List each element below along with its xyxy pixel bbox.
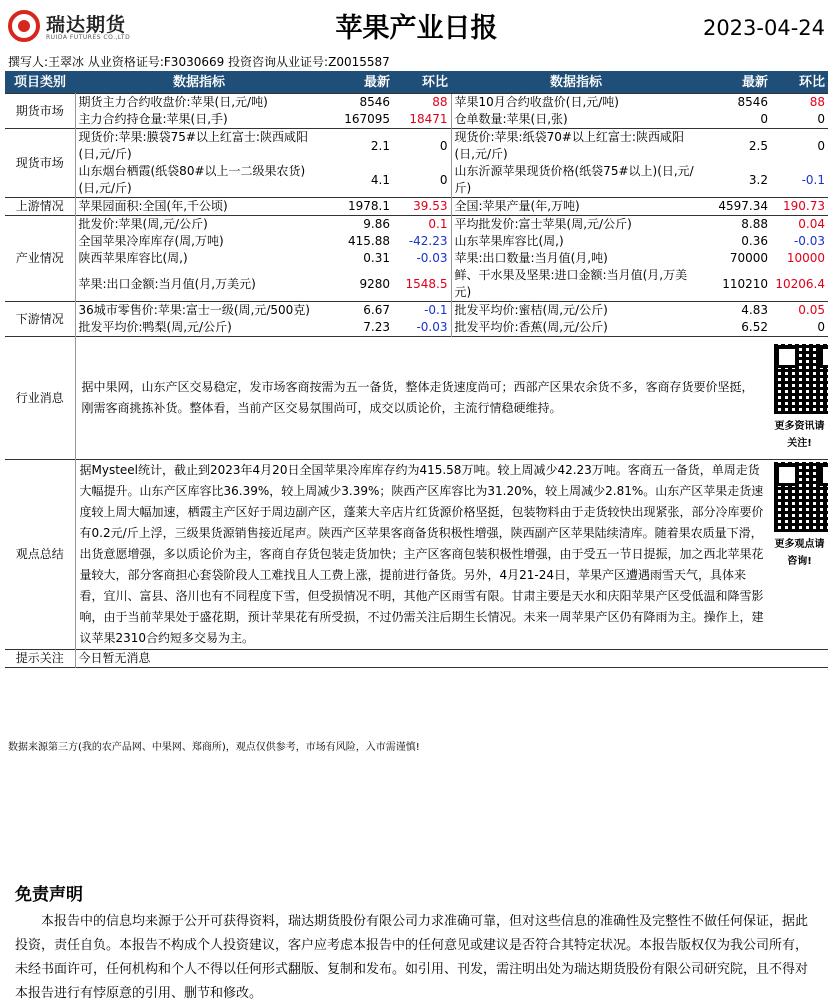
value-cell: 2.1	[323, 129, 393, 164]
qr-caption: 更多观点请咨询!	[774, 539, 825, 567]
category-cell: 观点总结	[5, 460, 75, 650]
change-cell: 10000	[786, 251, 825, 265]
change-cell: 0.1	[393, 216, 451, 234]
qr-block	[771, 337, 828, 460]
alert-row	[5, 650, 828, 668]
value-cell: 4597.34	[701, 198, 771, 216]
indicator-cell: 陕西苹果库容比(周,)	[78, 251, 188, 265]
table-row	[5, 163, 828, 198]
disclaimer-title: 免责声明	[15, 885, 83, 905]
category-cell: 提示关注	[5, 650, 75, 668]
category-cell: 上游情况	[5, 198, 75, 216]
value-cell: 3.2	[748, 172, 768, 187]
indicator-cell: 批发平均价:香蕉(周,元/公斤)	[451, 319, 701, 337]
indicator-cell: 期货主力合约收盘价:苹果(日,元/吨)	[75, 94, 323, 112]
indicator-cell: 36城市零售价:苹果:富士一级(周,元/500克)	[75, 302, 323, 320]
report-date: 2023-04-24	[702, 16, 825, 40]
header-latest-2: 最新	[701, 71, 771, 94]
change-cell: 0.05	[771, 302, 828, 320]
change-cell: 88	[393, 94, 451, 112]
value-cell: 8546	[701, 94, 771, 112]
value-cell: 8546	[323, 94, 393, 112]
value-cell: 110210	[722, 276, 768, 291]
change-cell: -0.03	[793, 234, 825, 248]
header-change-2: 环比	[771, 71, 828, 94]
header-indicator-2: 数据指标	[451, 71, 701, 94]
value-cell: 4.1	[370, 172, 390, 187]
value-cell: 0	[760, 112, 768, 126]
indicator-cell: 山东苹果库容比(周,)	[451, 233, 701, 250]
indicator-cell: 苹果园面积:全国(年,千公顷)	[75, 198, 323, 216]
header-latest: 最新	[323, 71, 393, 94]
table-row	[5, 302, 828, 320]
value-cell: 8.88	[701, 216, 771, 234]
change-cell: -42.23	[408, 234, 448, 248]
value-cell: 415.88	[348, 234, 390, 248]
table-row	[5, 198, 828, 216]
change-cell: -0.1	[801, 172, 825, 187]
logo-english: RUIDA FUTURES CO.,LTD	[46, 34, 131, 41]
view-summary-row	[5, 460, 828, 650]
change-cell: 0	[439, 172, 448, 187]
value-cell: 0.31	[363, 251, 390, 265]
category-cell: 产业情况	[5, 216, 75, 302]
source-note: 数据来源第三方(我的农产品网、中果网、郑商所)，观点仅供参考，市场有风险，入市需谨慎!	[8, 742, 420, 753]
table-row	[5, 94, 828, 112]
indicator-cell: 苹果:出口数量:当月值(月,吨)	[451, 250, 701, 267]
category-cell: 行业消息	[5, 337, 75, 460]
change-cell: 0	[771, 129, 828, 164]
value-cell: 1978.1	[323, 198, 393, 216]
header-change: 环比	[393, 71, 451, 94]
indicator-cell: 主力合约持仓量:苹果(日,手)	[78, 112, 228, 126]
report-title: 苹果产业日报	[335, 13, 498, 44]
table-header-row	[5, 71, 828, 94]
table-row	[5, 267, 828, 302]
value-cell: 9.86	[323, 216, 393, 234]
change-cell: -0.03	[416, 251, 448, 265]
alert-text: 今日暂无消息	[75, 650, 828, 668]
table-body	[5, 94, 828, 668]
value-cell: 167095	[344, 112, 390, 126]
table-row	[5, 233, 828, 250]
indicator-cell: 全国苹果冷库库存(周,万吨)	[78, 234, 224, 248]
table-row	[5, 129, 828, 164]
indicator-cell: 山东沂源苹果现货价格(纸袋75#以上)(日,元/斤)	[451, 163, 701, 198]
indicator-cell: 现货价:苹果:纸袋70#以上红富士:陕西咸阳(日,元/斤)	[451, 129, 701, 164]
change-cell: 88	[771, 94, 828, 112]
qr-caption: 更多资讯请关注!	[774, 421, 825, 449]
indicator-cell: 山东烟台栖霞(纸袋80#以上一二级果农货)(日,元/斤)	[78, 164, 306, 195]
disclaimer-text: 本报告中的信息均来源于公开可获得资料，瑞达期货股份有限公司力求准确可靠，但对这些信息的准确性及完整性不做任何保证，据此投资，责任自负。本报告不构成个人投资建议，客户应考虑本报告中的任何意见或建议是否符合其特定状况。本报告版权仅为我公司所有，未经书面许可，任何机构和个人不得以任何形式翻版、复制和发布。如引用、刊发，需注明出处为瑞达期货股份有限公司研究院，且不得对本报告进行有悖原意的引用、删节和修改。	[15, 914, 809, 1001]
change-cell: 1548.5	[405, 276, 448, 291]
data-table	[5, 71, 828, 668]
qr-code-icon	[774, 344, 828, 414]
change-cell: 0	[817, 320, 825, 334]
indicator-cell: 批发价:苹果(周,元/公斤)	[75, 216, 323, 234]
value-cell: 6.67	[323, 302, 393, 320]
change-cell: -0.03	[416, 320, 448, 334]
industry-news-row	[5, 337, 828, 460]
value-cell: 9280	[359, 276, 390, 291]
indicator-cell: 全国:苹果产量(年,万吨)	[451, 198, 701, 216]
value-cell: 7.23	[363, 320, 390, 334]
qr-code-icon	[774, 462, 828, 532]
indicator-cell: 仓单数量:苹果(日,张)	[451, 111, 701, 129]
value-cell: 6.52	[741, 320, 768, 334]
change-cell: -0.1	[393, 302, 451, 320]
change-cell: 10206.4	[775, 276, 825, 291]
change-cell: 18471	[409, 112, 448, 126]
value-cell: 0.36	[741, 234, 768, 248]
indicator-cell: 鲜、干水果及坚果:进口金额:当月值(月,万美元)	[451, 267, 701, 302]
value-cell: 70000	[729, 251, 768, 265]
header-indicator: 数据指标	[75, 71, 323, 94]
change-cell: 0.04	[771, 216, 828, 234]
qr-block	[771, 460, 828, 650]
industry-news-text: 据中果网，山东产区交易稳定，发市场客商按需为五一备货，整体走货速度尚可；西部产区果农余货不多，客商存货要价坚挺，刚需客商挑拣补货。整体看，当前产区交易氛围尚可，成交以质论价，主流行情稳硬维持。	[75, 337, 771, 460]
author-line: 撰写人:王翠冰 从业资格证号:F3030669 投资咨询从业证号:Z0015587	[8, 55, 390, 69]
change-cell: 0	[817, 112, 825, 126]
category-cell: 现货市场	[5, 129, 75, 198]
indicator-cell: 苹果:出口金额:当月值(月,万美元)	[78, 276, 256, 291]
indicator-cell: 苹果10月合约收盘价(日,元/吨)	[451, 94, 701, 112]
table-row	[5, 216, 828, 234]
indicator-cell: 现货价:苹果:膜袋75#以上红富士:陕西咸阳(日,元/斤)	[75, 129, 323, 164]
change-cell: 0	[393, 129, 451, 164]
change-cell: 190.73	[771, 198, 828, 216]
report-header	[0, 0, 833, 52]
table-row	[5, 319, 828, 337]
value-cell: 4.83	[701, 302, 771, 320]
table-row	[5, 111, 828, 129]
category-cell: 下游情况	[5, 302, 75, 337]
indicator-cell: 批发平均价:鸭梨(周,元/公斤)	[78, 320, 232, 334]
header-category: 项目类别	[5, 71, 75, 94]
view-summary-text: 据Mysteel统计，截止到2023年4月20日全国苹果冷库库存约为415.58万吨。较上周减少42.23万吨。客商五一备货，单周走货大幅提升。山东产区库容比36.39%，较上周减少3.39%；陕西产区库容比为31.20%，较上周减少2.81%。山东产区苹果走货速度较上周大幅加速，栖霞主产区好于周边副产区，蓬莱大辛店片红货源价格坚挺，包装物料由于走货较快出现紧张，部分冷库要价有0.2元/斤上浮，三级果货源销售接近尾声。陕西产区苹果客商备货积极性增强，陕西副产区苹果陆续清库。随着果农质量下滑，出货意愿增强，多以质论价为主，客商自存货包装走货加快；主产区客商包装积极性增强，由于受五一节日提振，加之西北苹果花量较大，部分客商担心套袋阶段人工难找且人工费上涨，提前进行备货。另外，4月21-24日，苹果产区遭遇雨雪天气，具体来看，宜川、富县、洛川也有不同程度下雪，但受损情况不明，其他产区雨雪有限。甘肃主要是天水和庆阳苹果产区受低温和降雪影响，由于当前苹果处于盛花期，预计苹果花有所受损，不过仍需关注后期生长情况。未来一周苹果产区仍有降雨为主。操作上，建议苹果2310合约短多交易为主。	[75, 460, 771, 650]
change-cell: 39.53	[393, 198, 451, 216]
logo-name: 瑞达期货	[46, 14, 127, 36]
category-cell: 期货市场	[5, 94, 75, 129]
indicator-cell: 批发平均价:蜜桔(周,元/公斤)	[451, 302, 701, 320]
value-cell: 2.5	[701, 129, 771, 164]
table-row	[5, 250, 828, 267]
indicator-cell: 平均批发价:富士苹果(周,元/公斤)	[451, 216, 701, 234]
